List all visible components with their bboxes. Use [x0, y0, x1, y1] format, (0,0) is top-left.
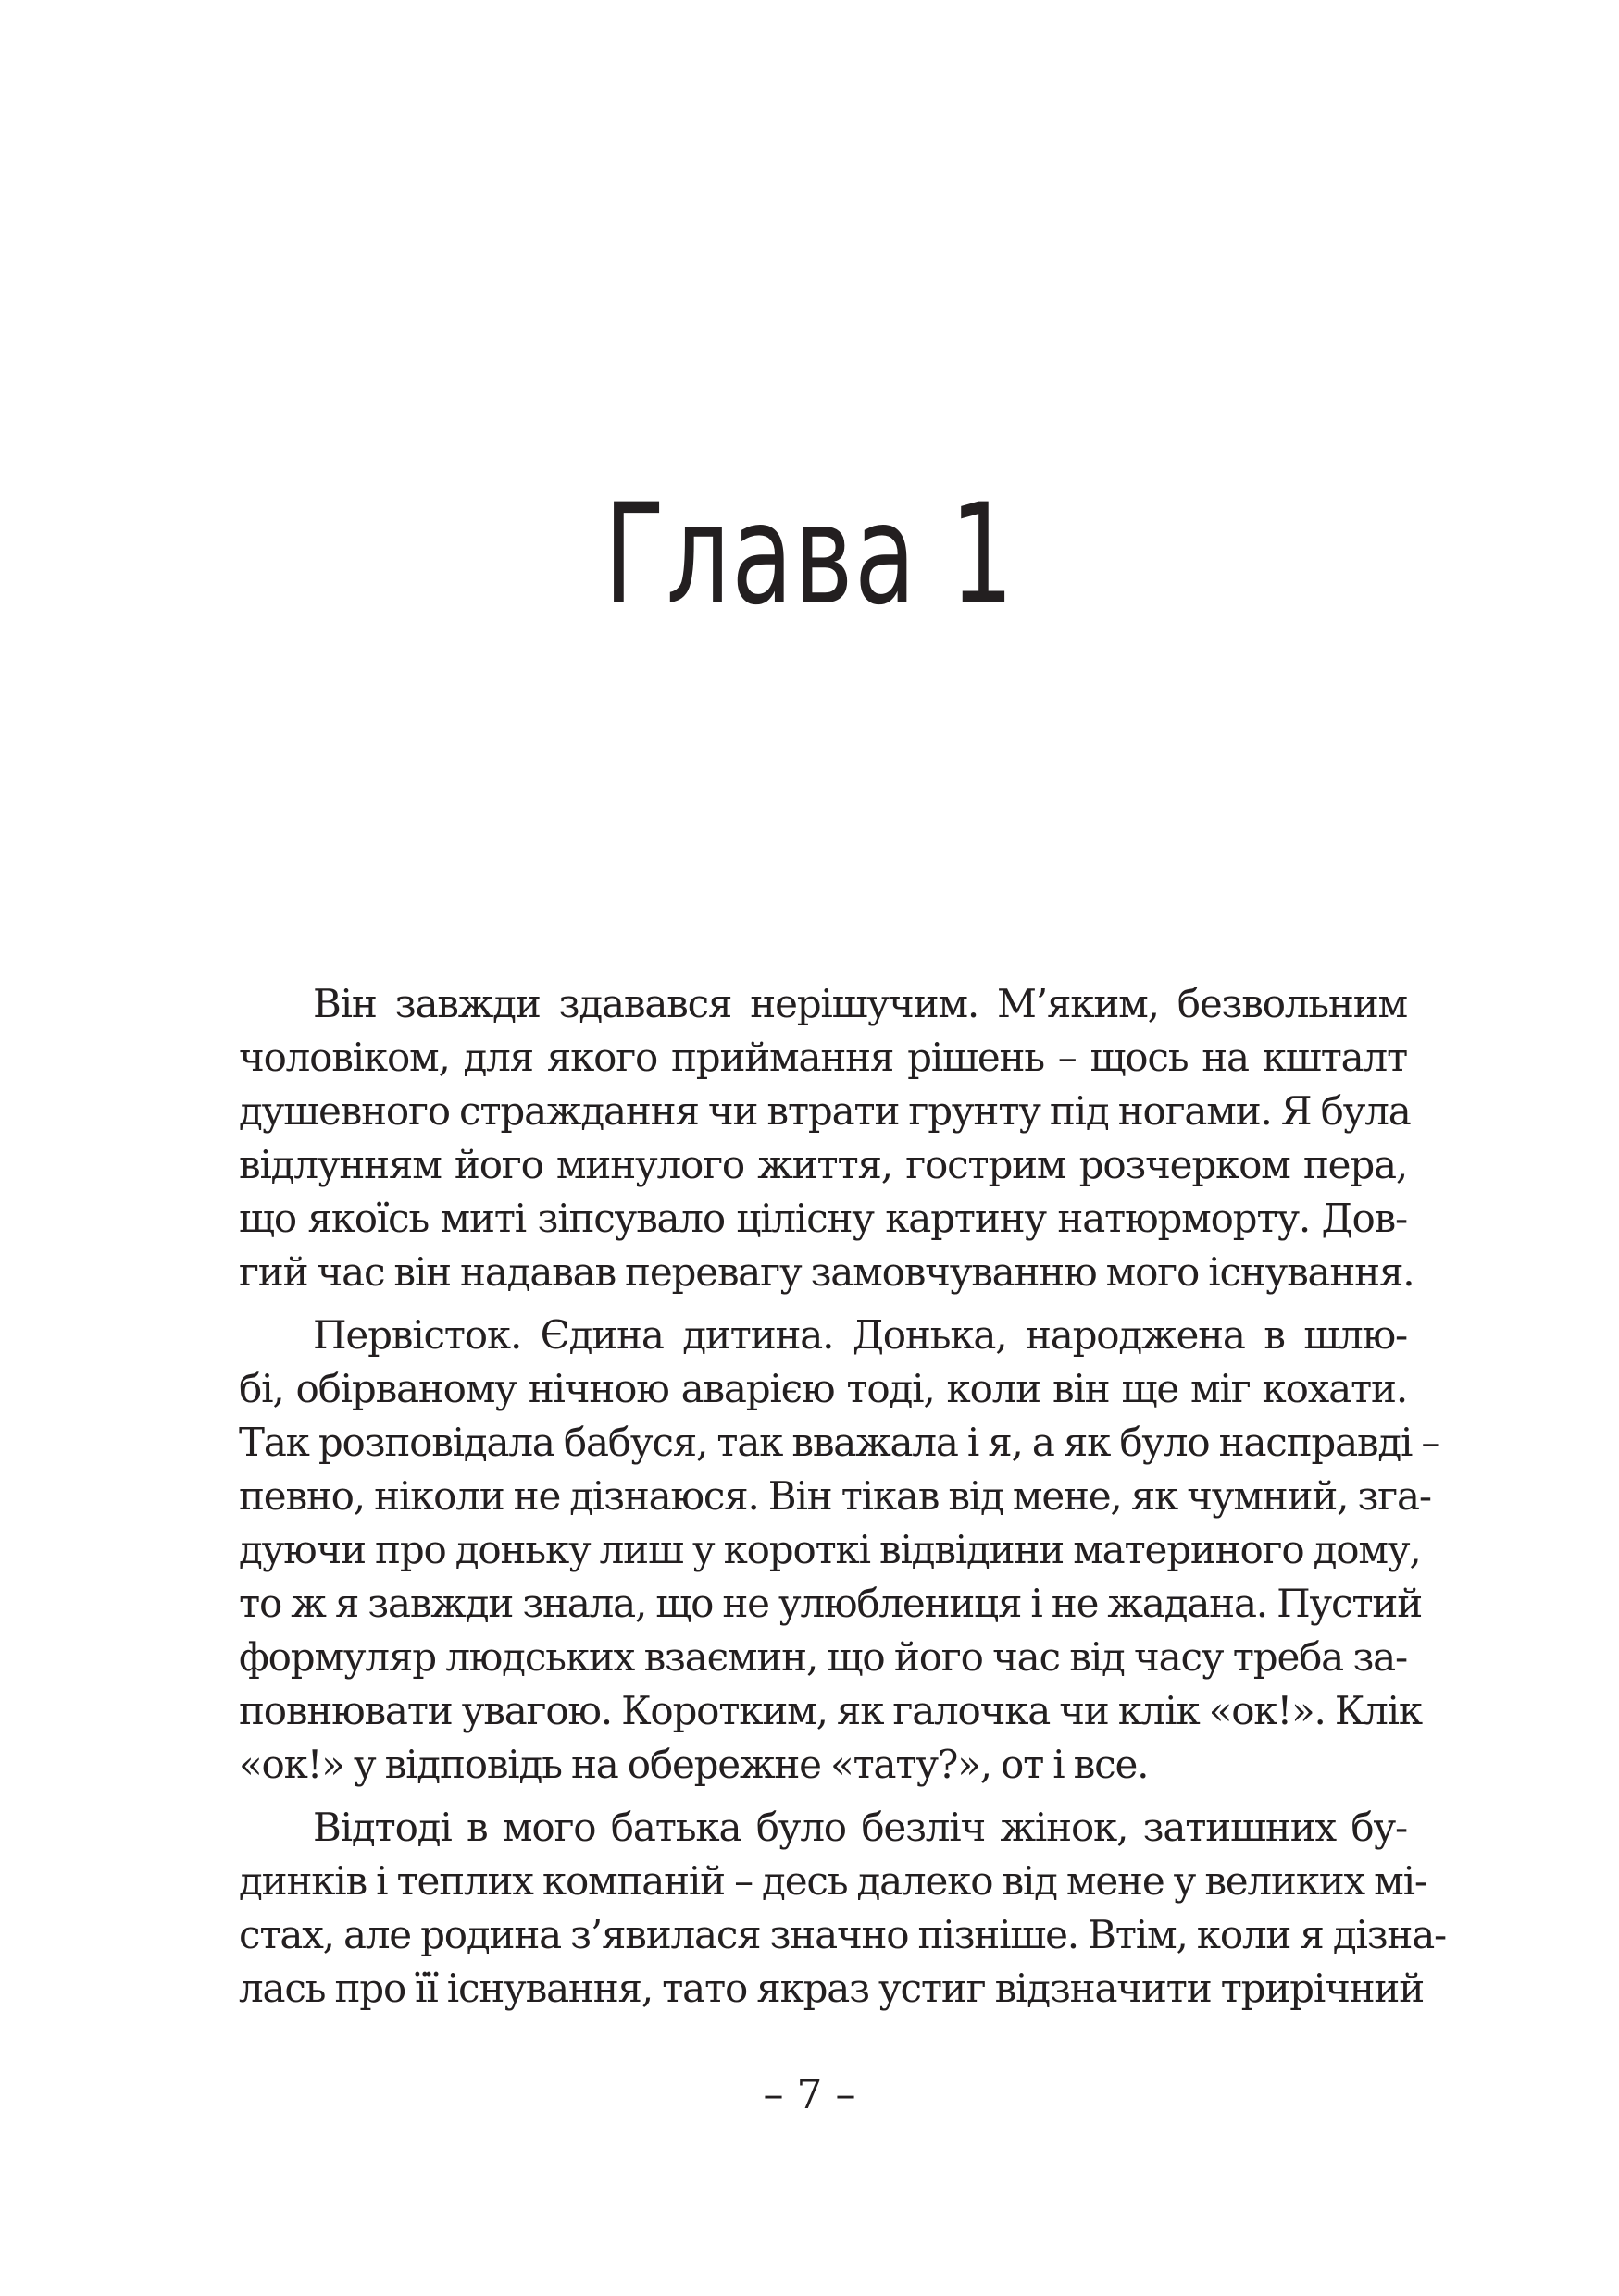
text-line: Він завжди здавався нерішучим. М’яким, безвольним: [313, 981, 1407, 1026]
text-line: що якоїсь миті зіпсувало цілісну картину натюрморту. Дов-: [239, 1196, 1407, 1241]
text-line: динків і теплих компаній – десь далеко від мене у великих мі-: [239, 1858, 1426, 1904]
text-line: стах, але родина з’явилася значно пізніше. Втім, коли я дізна-: [239, 1912, 1447, 1957]
page-number: – 7 –: [763, 2071, 856, 2118]
text-line: Відтоді в мого батька було безліч жінок, затишних бу-: [313, 1805, 1407, 1850]
text-line: Первісток. Єдина дитина. Донька, народжена в шлю-: [313, 1312, 1407, 1358]
text-line: гий час він надавав перевагу замовчуванню мого існування.: [239, 1249, 1414, 1295]
text-line: певно, ніколи не дізнаюся. Він тікав від мене, як чумний, зга-: [239, 1473, 1431, 1519]
text-line: Так розповідала бабуся, так вважала і я, а як було насправді –: [239, 1420, 1440, 1465]
text-line: дуючи про доньку лиш у короткі відвідини материного дому,: [239, 1527, 1421, 1572]
text-line: чоловіком, для якого приймання рішень – щось на кшталт: [239, 1035, 1407, 1080]
text-line: лась про її існування, тато якраз устиг відзначити трирічний: [239, 1966, 1425, 2011]
paragraph-gap: [239, 1792, 1407, 1801]
text-line: душевного страждання чи втрати грунту під ногами. Я була: [239, 1088, 1411, 1134]
chapter-title: Глава 1: [604, 475, 1015, 636]
text-line: бі, обірваному нічною аварією тоді, коли він ще міг кохати.: [239, 1366, 1407, 1411]
chapter-body: [239, 977, 1447, 2016]
text-line: то ж я завжди знала, що не улюблениця і не жадана. Пустий: [239, 1581, 1422, 1626]
text-line: повнювати увагою. Коротким, як галочка чи клік «ок!». Клік: [239, 1688, 1422, 1733]
paragraph-gap: [239, 1299, 1407, 1309]
text-line: формуляр людських взаємин, що його час від часу треба за-: [239, 1634, 1407, 1680]
text-line: «ок!» у відповідь на обережне «тату?», от і все.: [239, 1742, 1149, 1787]
text-line: відлунням його минулого життя, гострим розчерком пера,: [239, 1142, 1407, 1187]
